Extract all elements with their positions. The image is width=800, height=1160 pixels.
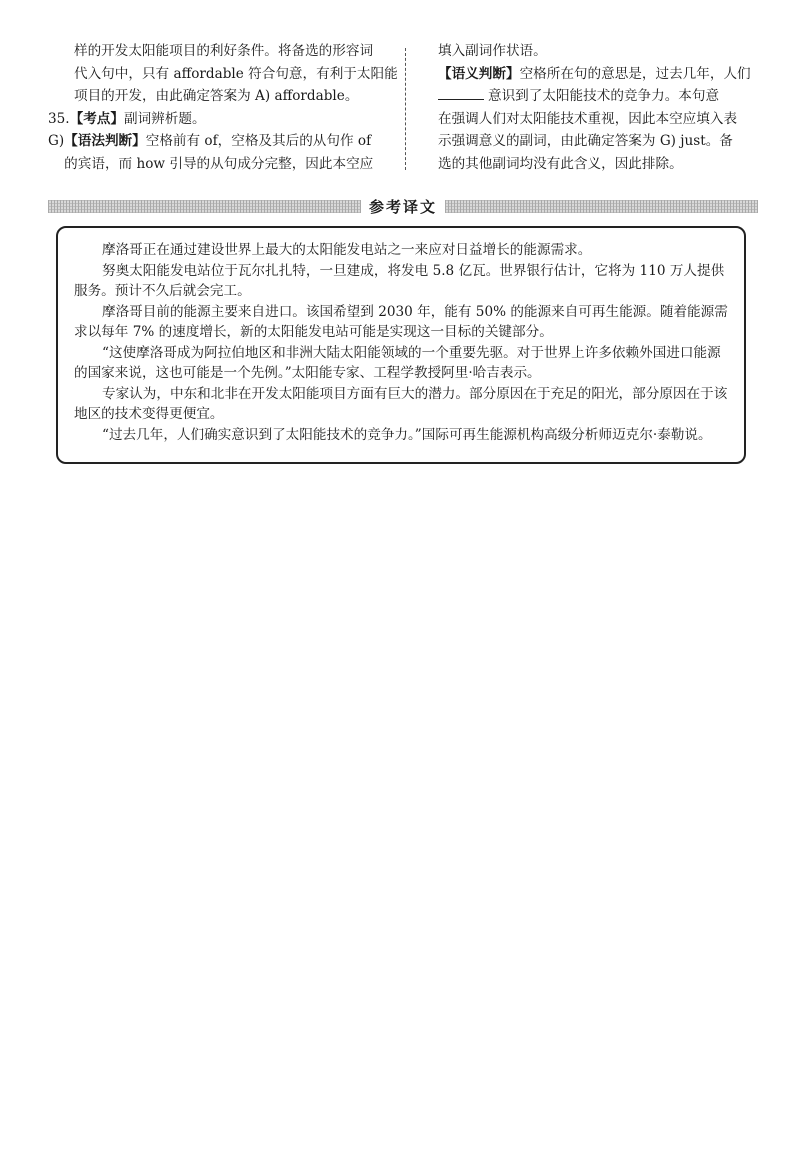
header-stripe-left xyxy=(48,200,361,213)
translation-paragraph-4: “这使摩洛哥成为阿拉伯地区和非洲大陆太阳能领域的一个重要先驱。对于世界上许多依赖外国进口能源的国家来说，这也可能是一个先例。”太阳能专家、工程学教授阿里·哈吉表示。 xyxy=(74,344,721,381)
section-title: 参考译文 xyxy=(369,197,438,216)
header-stripe-right xyxy=(445,200,758,213)
right-line3 xyxy=(438,85,756,108)
translation-paragraph-6: “过去几年，人们确实意识到了太阳能技术的竞争力。”国际可再生能源机构高级分析师迈克尔·泰勒说。 xyxy=(102,426,712,443)
semantic-line1 xyxy=(438,63,756,86)
grammar-line1 xyxy=(64,130,373,153)
grammar-tag: 【语法判断】 xyxy=(64,133,146,149)
right-line5: 示强调意义的副词，由此确定答案为 G) just。备 xyxy=(438,133,733,149)
left-column xyxy=(48,40,398,175)
right-text3: 意识到了太阳能技术的竞争力。本句意 xyxy=(488,88,720,104)
left-cont-line3: 项目的开发，由此确定答案为 A) affordable。 xyxy=(74,88,359,104)
translation-paragraph-1: 摩洛哥正在通过建设世界上最大的太阳能发电站之一来应对日益增长的能源需求。 xyxy=(102,242,592,258)
right-column xyxy=(438,40,756,175)
column-divider xyxy=(405,48,407,170)
left-cont-line1: 样的开发太阳能项目的利好条件。将备选的形容词 xyxy=(74,43,374,59)
question-number: 35. xyxy=(48,110,70,127)
grammar-text1: 空格前有 of，空格及其后的从句作 of xyxy=(145,133,372,149)
right-line1: 填入副词作状语。 xyxy=(438,43,547,59)
question-35 xyxy=(48,108,398,131)
answer-blank xyxy=(438,85,484,100)
grammar-judgment xyxy=(48,130,398,175)
left-cont-line2: 代入句中，只有 affordable 符合句意，有利于太阳能 xyxy=(74,65,398,82)
semantic-tag: 【语义判断】 xyxy=(438,65,520,82)
answer-letter: G) xyxy=(48,133,65,149)
question-topic: 副词辨析题。 xyxy=(124,110,206,127)
translation-paragraph-5: 专家认为，中东和北非在开发太阳能项目方面有巨大的潜力。部分原因在于充足的阳光，部分原因在于该地区的技术变得更便宜。 xyxy=(74,385,728,422)
right-line4: 在强调人们对太阳能技术重视，因此本空应填入表 xyxy=(438,110,738,127)
section-header xyxy=(48,196,758,216)
right-line6: 选的其他副词均没有此含义，因此排除。 xyxy=(438,155,683,172)
translation-box xyxy=(56,226,746,464)
kaodian-tag: 【考点】 xyxy=(69,110,124,127)
semantic-text1: 空格所在句的意思是，过去几年，人们 xyxy=(519,65,751,82)
grammar-line2: 的宾语，而 how 引导的从句成分完整，因此本空应 xyxy=(64,155,374,172)
translation-paragraph-3: 摩洛哥目前的能源主要来自进口。该国希望到 2030 年，能有 50% 的能源来自可再生能源。随着能源需求以每年 7% 的速度增长，新的太阳能发电站可能是实现这一目标的关键部分。 xyxy=(74,303,728,340)
translation-paragraph-2: 努奥太阳能发电站位于瓦尔扎扎特，一旦建成，将发电 5.8 亿瓦。世界银行估计，它将为 110 万人提供服务。预计不久后就会完工。 xyxy=(74,262,725,299)
